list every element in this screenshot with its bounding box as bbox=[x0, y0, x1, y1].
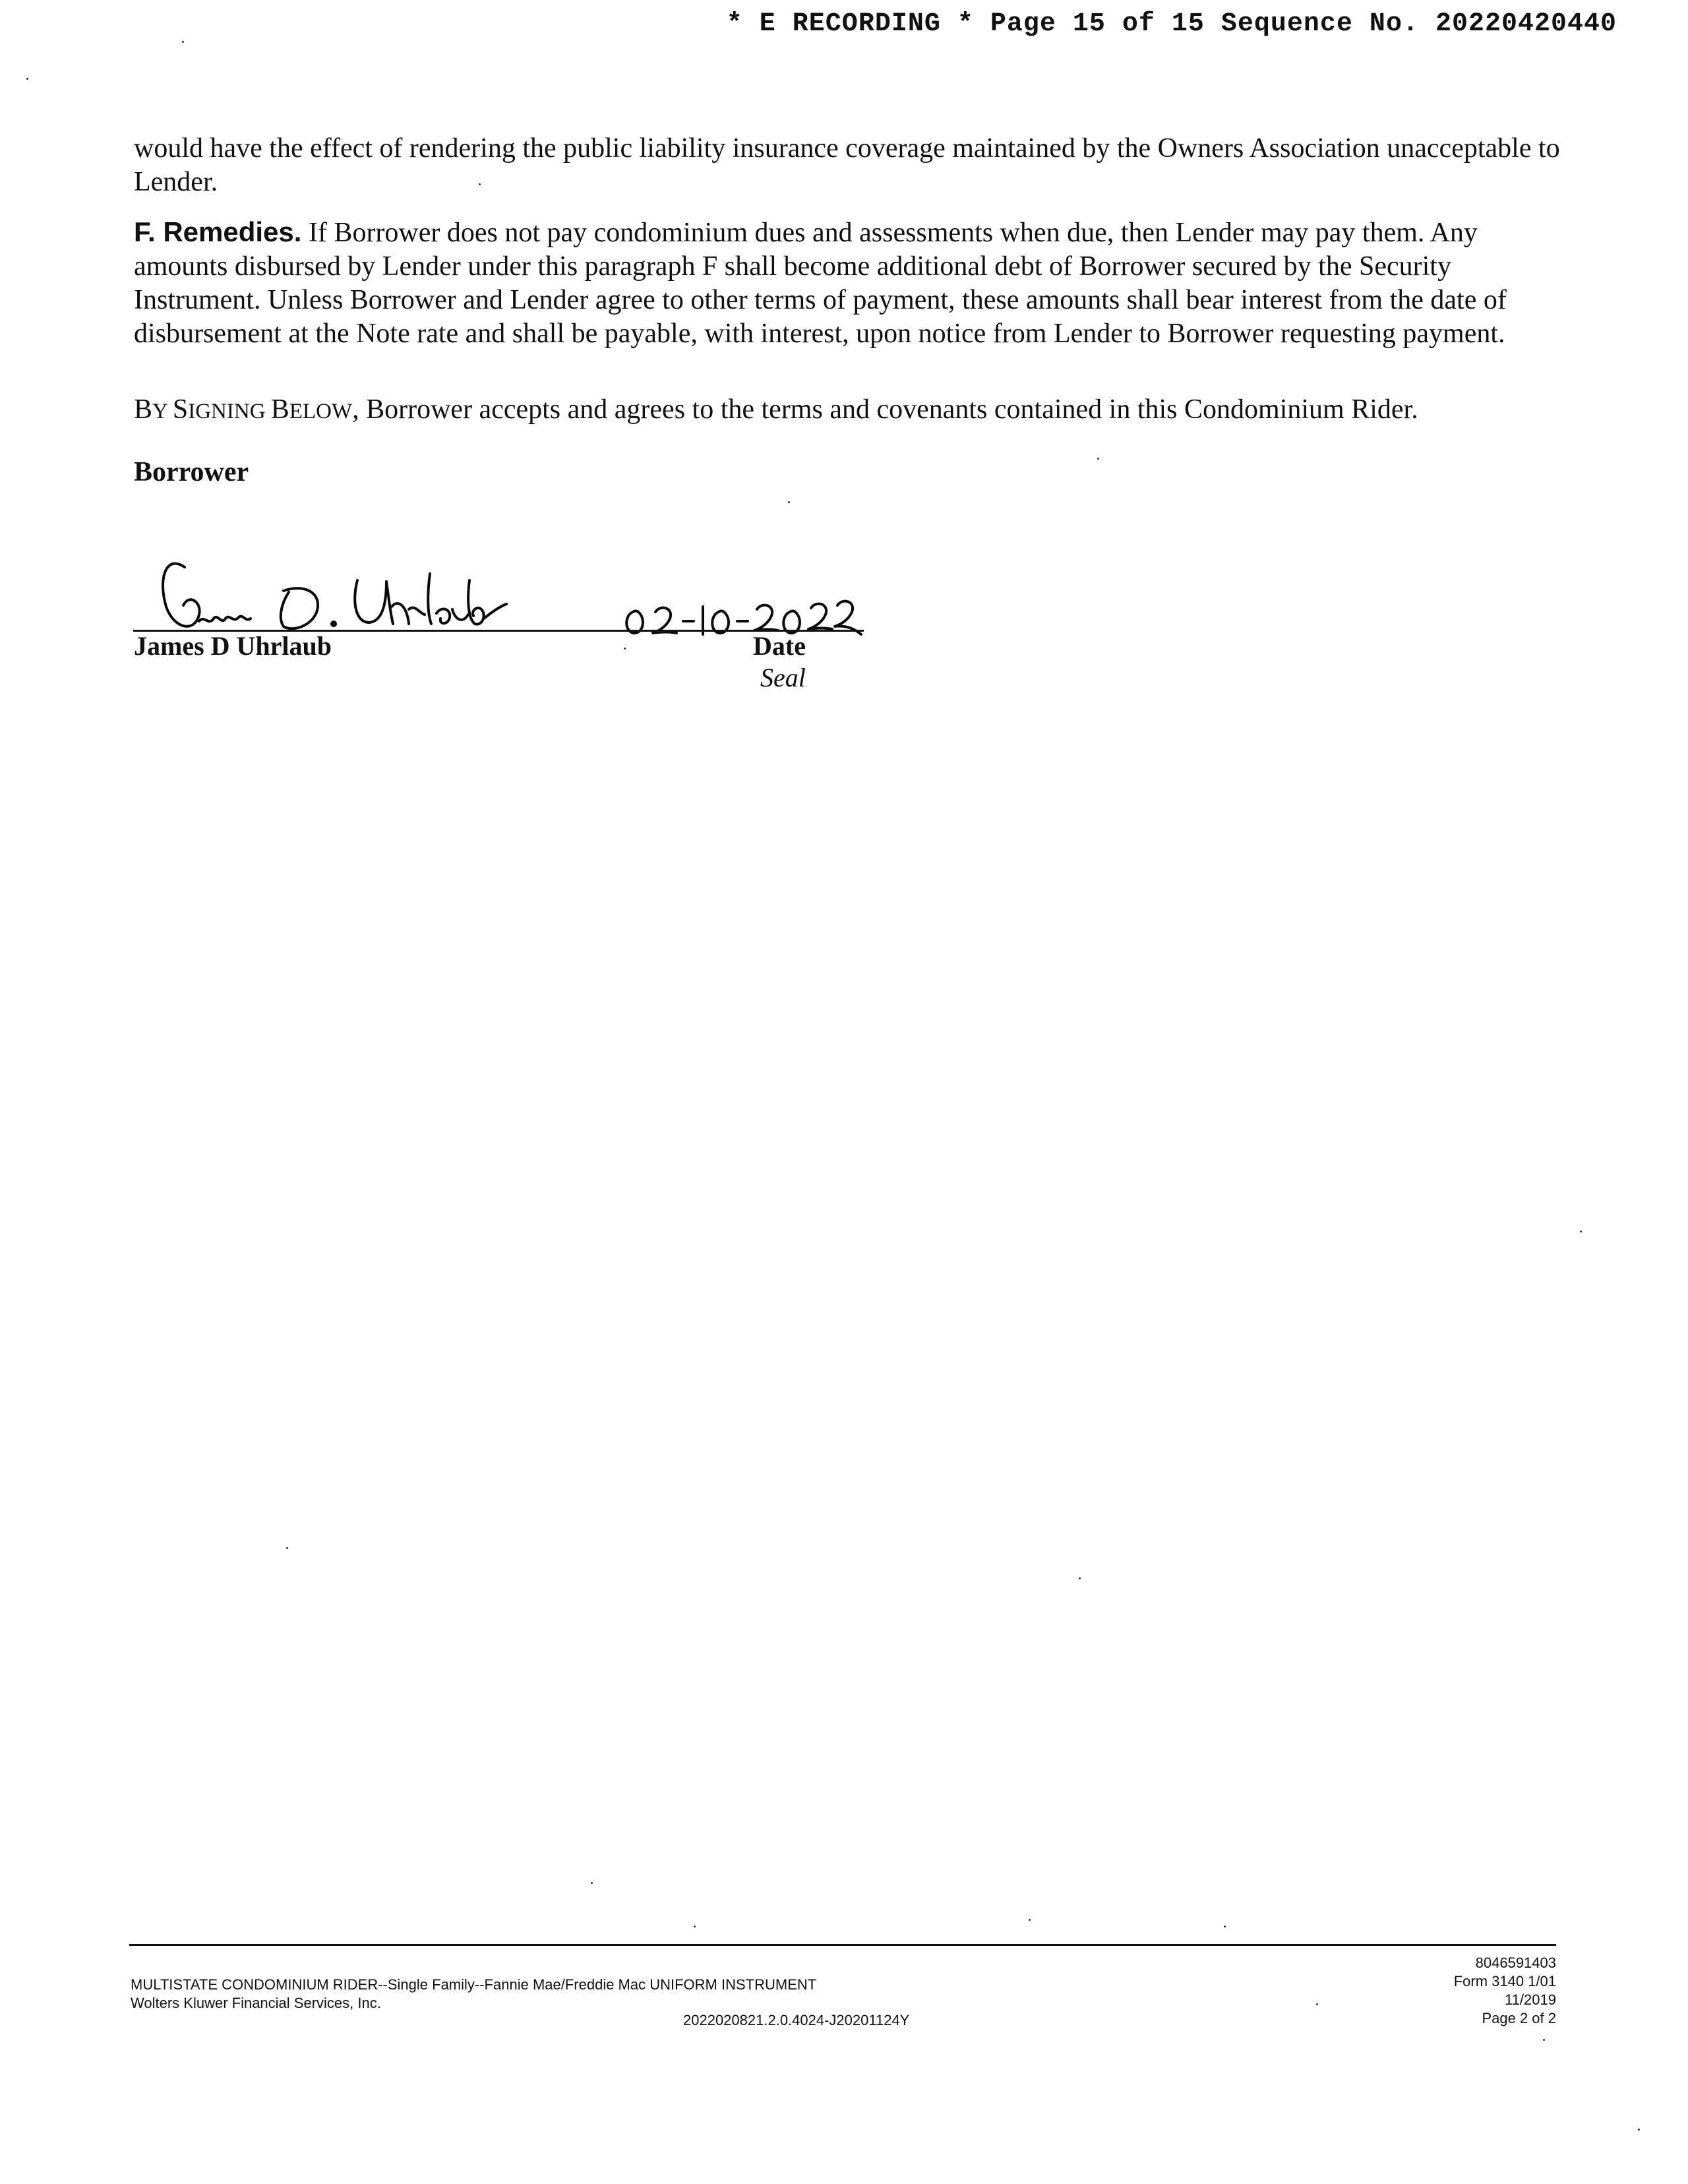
scan-speck bbox=[788, 501, 790, 503]
scan-speck bbox=[1224, 1926, 1226, 1927]
footer-left bbox=[131, 1976, 816, 2013]
scan-speck bbox=[1638, 2129, 1640, 2131]
scan-speck bbox=[286, 1547, 288, 1549]
scan-speck bbox=[694, 1926, 696, 1927]
loan-number: 8046591403 bbox=[1475, 1955, 1556, 1971]
footer-right bbox=[1454, 1954, 1556, 2028]
scan-speck bbox=[1079, 1577, 1081, 1579]
scan-speck bbox=[26, 78, 28, 80]
publisher: Wolters Kluwer Financial Services, Inc. bbox=[131, 1995, 381, 2011]
remedies-heading: F. Remedies. bbox=[134, 216, 302, 247]
scan-speck bbox=[479, 183, 481, 185]
form-number: Form 3140 1/01 bbox=[1453, 1973, 1556, 1989]
paragraph-continuation: would have the effect of rendering the public liability insurance coverage maintained by the Owners Association unacceptable to Lender. bbox=[134, 133, 1560, 197]
scan-speck bbox=[1543, 2039, 1545, 2041]
seal-label: Seal bbox=[760, 663, 806, 692]
document-code: 2022020821.2.0.4024-J20201124Y bbox=[683, 2012, 910, 2028]
scan-speck bbox=[624, 648, 626, 650]
below-b: B bbox=[270, 394, 289, 425]
scan-speck bbox=[591, 1882, 593, 1884]
borrower-label: Borrower bbox=[134, 457, 249, 487]
scan-speck bbox=[1316, 2003, 1318, 2005]
scan-speck bbox=[1029, 1919, 1031, 1921]
signer-name: James D Uhrlaub bbox=[134, 631, 332, 661]
by-rest: Y bbox=[152, 400, 173, 423]
page-number: Page 2 of 2 bbox=[1482, 2010, 1556, 2026]
form-revision: 11/2019 bbox=[1505, 1991, 1556, 2008]
date-label: Date bbox=[753, 631, 806, 661]
by-signing-text: , Borrower accepts and agrees to the terms and covenants contained in this Condominium Rider. bbox=[352, 394, 1418, 425]
form-title: MULTISTATE CONDOMINIUM RIDER--Single Family--Fannie Mae/Freddie Mac UNIFORM INSTRUMENT bbox=[131, 1976, 817, 1993]
footer-rule bbox=[129, 1944, 1556, 1946]
paragraph-by-signing bbox=[134, 393, 1571, 429]
below-rest: ELOW bbox=[289, 400, 353, 423]
by-b: B bbox=[134, 394, 153, 425]
scan-speck bbox=[1097, 458, 1099, 460]
remedies-text: If Borrower does not pay condominium dues and assessments when due, then Lender may pay them. Any amounts disbursed by Lender under this paragraph F shall become additional debt of Borrower secured by the Security Instrument. Unless Borrower and Lender agree to other terms of payment, these amounts shall bear interest from the date of disbursement at the Note rate and shall be payable, with interest, upon notice from Lender to Borrower requesting payment. bbox=[134, 218, 1507, 349]
paragraph-remedies bbox=[134, 215, 1571, 351]
signing-rest: IGNING bbox=[188, 400, 271, 423]
signing-s: S bbox=[172, 394, 189, 425]
scan-speck bbox=[182, 41, 184, 43]
signature-block bbox=[125, 541, 870, 692]
scan-speck bbox=[1580, 1230, 1582, 1232]
recording-stamp: * E RECORDING * Page 15 of 15 Sequence No. 20220420440 bbox=[726, 9, 1617, 39]
